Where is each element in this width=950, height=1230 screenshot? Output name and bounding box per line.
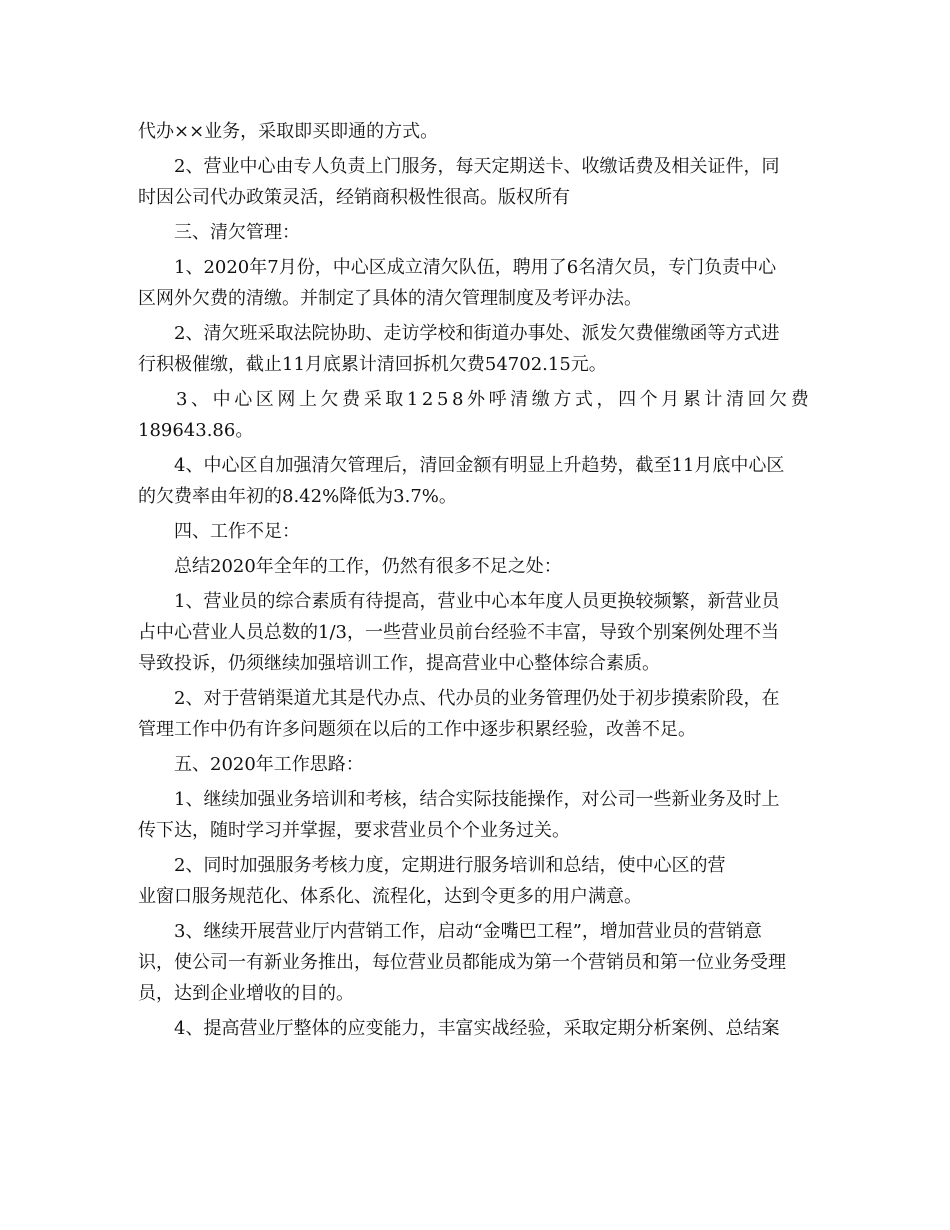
paragraph-14	[138, 1013, 814, 1044]
text-line: 区网外欠费的清缴。并制定了具体的清欠管理制度及考评办法。	[138, 288, 642, 309]
paragraph-12	[138, 850, 814, 912]
text-line: 总结2020年全年的工作，仍然有很多不足之处：	[174, 556, 562, 577]
paragraph-1	[138, 116, 814, 147]
text-line: 代办××业务，采取即买即通的方式。	[138, 121, 439, 142]
text-line: 五、2020年工作思路：	[174, 754, 364, 775]
text-line: 三、清欠管理：	[174, 222, 300, 243]
section-heading-5	[138, 749, 814, 780]
paragraph-5	[138, 318, 814, 380]
paragraph-9	[138, 586, 814, 679]
text-line: 的欠费率由年初的8.42%降低为3.7%。	[138, 486, 457, 507]
text-line: 行积极催缴，截止11月底累计清回拆机欠费54702.15元。	[138, 354, 607, 375]
text-line: 1、2020年7月份，中心区成立清欠队伍，聘用了6名清欠员，专门负责中心	[174, 257, 777, 278]
text-line: 2、同时加强服务考核力度，定期进行服务培训和总结，使中心区的营	[174, 855, 726, 876]
text-line: 189643.86。	[138, 420, 254, 441]
text-line: 1、继续加强业务培训和考核，结合实际技能操作，对公司一些新业务及时上	[174, 789, 780, 810]
section-heading-4	[138, 516, 814, 547]
text-line: 识，使公司一有新业务推出，每位营业员都能成为第一个营销员和第一位业务受理	[138, 952, 786, 973]
text-line: 3、继续开展营业厅内营销工作，启动“金嘴巴工程”，增加营业员的营销意	[174, 921, 762, 942]
text-line: 2、清欠班采取法院协助、走访学校和街道办事处、派发欠费催缴函等方式进	[174, 323, 780, 344]
text-line: 占中心营业人员总数的1/3，一些营业员前台经验不丰富，导致个别案例处理不当	[138, 622, 779, 643]
text-line: 业窗口服务规范化、体系化、流程化，达到令更多的用户满意。	[138, 886, 642, 907]
text-line: 时因公司代办政策灵活，经销商积极性很高。版权所有	[138, 187, 570, 208]
text-line: 1、营业员的综合素质有待提高，营业中心本年度人员更换较频繁，新营业员	[174, 591, 780, 612]
paragraph-13	[138, 916, 814, 1009]
paragraph-6	[138, 384, 814, 446]
text-line: 员，达到企业增收的目的。	[138, 983, 354, 1004]
text-line: 3、中心区网上欠费采取1258外呼清缴方式，四个月累计清回欠费	[176, 389, 813, 410]
paragraph-11	[138, 784, 814, 846]
text-line: 管理工作中仍有许多问题须在以后的工作中逐步积累经验，改善不足。	[138, 719, 696, 740]
paragraph-7	[138, 450, 814, 512]
text-line: 4、提高营业厅整体的应变能力，丰富实战经验，采取定期分析案例、总结案	[174, 1018, 780, 1039]
text-line: 导致投诉，仍须继续加强培训工作，提高营业中心整体综合素质。	[138, 653, 660, 674]
section-heading-3	[138, 217, 814, 248]
text-line: 4、中心区自加强清欠管理后，清回金额有明显上升趋势，截至11月底中心区	[174, 455, 785, 476]
document-body	[138, 116, 814, 1048]
paragraph-4	[138, 252, 814, 314]
paragraph-10	[138, 683, 814, 745]
text-line: 2、对于营销渠道尤其是代办点、代办员的业务管理仍处于初步摸索阶段，在	[174, 688, 780, 709]
text-line: 传下达，随时学习并掌握，要求营业员个个业务过关。	[138, 820, 570, 841]
paragraph-8	[138, 551, 814, 582]
text-line: 2、营业中心由专人负责上门服务，每天定期送卡、收缴话费及相关证件，同	[174, 156, 780, 177]
paragraph-2	[138, 151, 814, 213]
text-line: 四、工作不足：	[174, 521, 300, 542]
